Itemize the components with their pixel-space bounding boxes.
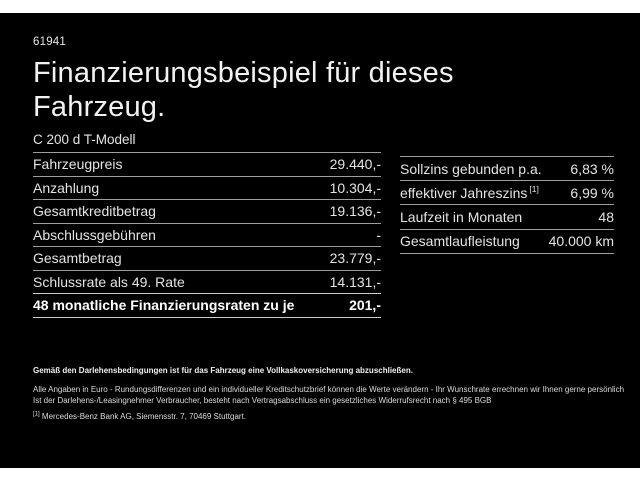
table-row-gesamtkreditbetrag (33, 200, 381, 224)
row-label: Gesamtbetrag (33, 250, 122, 267)
disclaimer-line: Alle Angaben in Euro - Rundungsdifferenzen und ein individueller Kreditschutzbrief können die Werte verändern - Ihr Wunschrate errechnen wir Ihnen gerne persönlich (33, 384, 625, 394)
finance-amounts-table (33, 152, 381, 318)
table-row-effektiver-jahreszins (400, 181, 614, 205)
table-row-gesamtlaufleistung (400, 230, 614, 254)
vehicle-model-label: C 200 d T-Modell (33, 132, 136, 147)
row-label: Abschlussgebühren (33, 226, 156, 243)
row-value: 29.440,- (329, 156, 381, 173)
row-label: Sollzins gebunden p.a. (400, 160, 542, 177)
footnote-marker: [1] (33, 411, 40, 418)
row-value: 40.000 km (548, 233, 614, 250)
table-row-anzahlung (33, 177, 381, 201)
footnote-text: Mercedes-Benz Bank AG, Siemensstr. 7, 70469 Stuttgart. (41, 412, 247, 421)
row-label: effektiver Jahreszins [1] (400, 184, 539, 201)
insurance-note: Gemäß den Darlehensbedingungen ist für das Fahrzeug eine Vollkaskoversicherung abzuschließen. (33, 366, 413, 375)
row-value: 201,- (349, 297, 381, 314)
row-value: 6,99 % (570, 184, 614, 201)
table-row-abschlussgebuehren (33, 224, 381, 248)
row-label: Fahrzeugpreis (33, 156, 123, 173)
financing-slide (0, 13, 640, 468)
table-row-schlussrate (33, 271, 381, 295)
page-title: Finanzierungsbeispiel für dieses Fahrzeug. (33, 57, 454, 123)
doc-number: 61941 (33, 36, 66, 48)
row-value: 6,83 % (570, 160, 614, 177)
row-label: Anzahlung (33, 179, 100, 196)
row-value: 10.304,- (329, 179, 381, 196)
row-value: 19.136,- (329, 203, 381, 220)
row-value: 14.131,- (329, 273, 381, 290)
table-row-gesamtbetrag (33, 247, 381, 271)
row-label: Gesamtlaufleistung (400, 233, 520, 250)
row-label: Gesamtkreditbetrag (33, 203, 156, 220)
conditions-table (400, 156, 614, 254)
row-value: 48 (598, 208, 614, 225)
finance-details-section (33, 152, 614, 318)
legal-footer (33, 365, 623, 423)
row-label: Schlussrate als 49. Rate (33, 273, 185, 290)
row-label: Laufzeit in Monaten (400, 208, 523, 225)
disclaimer-line: Ist der Darlehens-/Leasingnehmer Verbraucher, besteht nach Vertragsabschluss ein gesetzliches Widerrufsrecht nach § 495 BGB (33, 396, 492, 405)
row-value: - (376, 226, 381, 243)
table-row-laufzeit (400, 205, 614, 229)
table-row-monatsrate (33, 294, 381, 318)
row-value: 23.779,- (329, 250, 381, 267)
footnote-reference: [1] (529, 184, 539, 195)
row-label: 48 monatliche Finanzierungsraten zu je (33, 297, 295, 314)
bank-footnote (33, 411, 623, 423)
table-row-sollzins (400, 157, 614, 181)
table-row-fahrzeugpreis (33, 153, 381, 177)
